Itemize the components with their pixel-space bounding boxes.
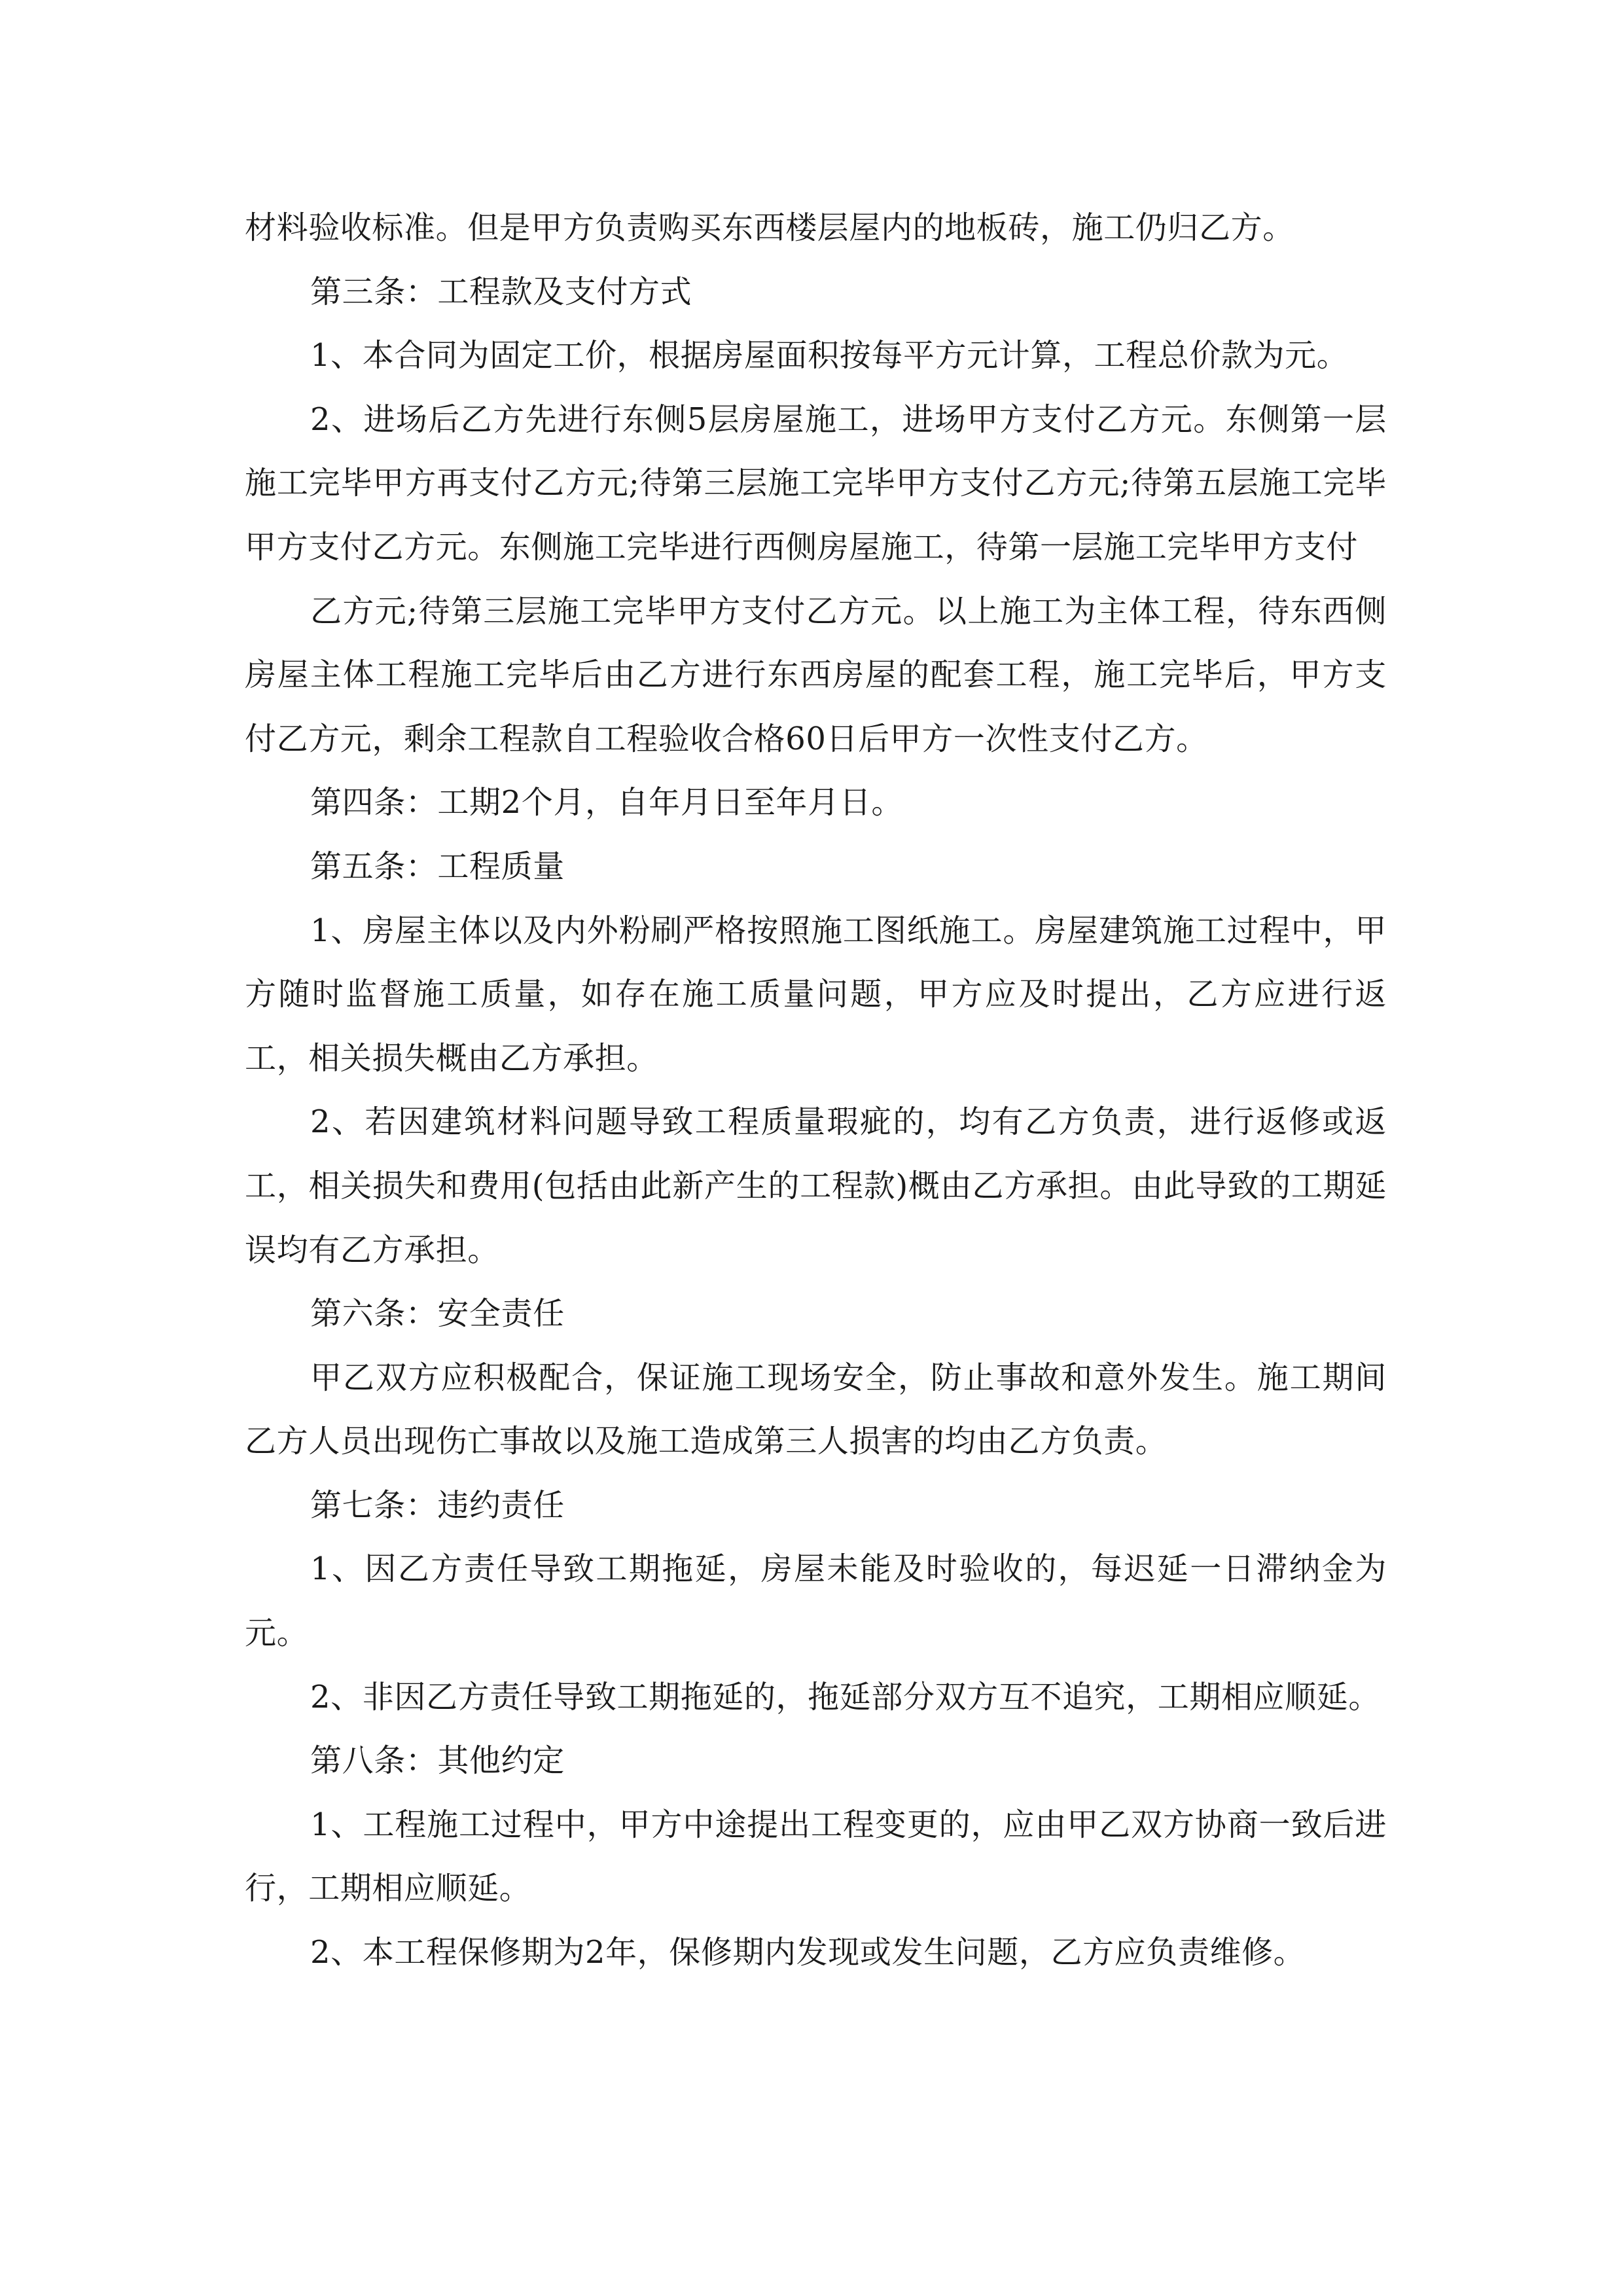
paragraph-8-1: 1、工程施工过程中，甲方中途提出工程变更的，应由甲乙双方协商一致后进行，工期相应顺延。: [245, 1806, 1387, 1907]
heading-article-4: 第四条：工期2个月，自年月日至年月日。: [310, 784, 903, 821]
heading-article-5: 第五条：工程质量: [310, 848, 565, 885]
heading-article-6: 第六条：安全责任: [310, 1295, 565, 1333]
paragraph-7-1: 1、因乙方责任导致工期拖延，房屋未能及时验收的，每迟延一日滞纳金为元。: [245, 1551, 1387, 1652]
heading-article-8: 第八条：其他约定: [310, 1742, 565, 1780]
paragraph-6: 甲乙双方应积极配合，保证施工现场安全，防止事故和意外发生。施工期间乙方人员出现伤亡事故以及施工造成第三人损害的均由乙方负责。: [245, 1359, 1387, 1460]
paragraph-3-2-continued: 乙方元;待第三层施工完毕甲方支付乙方元。以上施工为主体工程，待东西侧房屋主体工程施工完毕后由乙方进行东西房屋的配套工程，施工完毕后，甲方支付乙方元，剩余工程款自工程验收合格60日后甲方一次性支付乙方。: [245, 592, 1387, 757]
paragraph-5-1: 1、房屋主体以及内外粉刷严格按照施工图纸施工。房屋建筑施工过程中，甲方随时监督施工质量，如存在施工质量问题，甲方应及时提出，乙方应进行返工，相关损失概由乙方承担。: [245, 912, 1387, 1077]
paragraph-3-1: 1、本合同为固定工价，根据房屋面积按每平方元计算，工程总价款为元。: [310, 337, 1349, 374]
paragraph-materials-standard: 材料验收标准。但是甲方负责购买东西楼层屋内的地板砖，施工仍归乙方。: [245, 209, 1294, 246]
paragraph-7-2: 2、非因乙方责任导致工期拖延的，拖延部分双方互不追究，工期相应顺延。: [310, 1678, 1380, 1715]
heading-article-3: 第三条：工程款及支付方式: [310, 273, 692, 310]
paragraph-5-2: 2、若因建筑材料问题导致工程质量瑕疵的，均有乙方负责，进行返修或返工，相关损失和费用(包括由此新产生的工程款)概由乙方承担。由此导致的工期延误均有乙方承担。: [245, 1103, 1387, 1268]
heading-article-7: 第七条：违约责任: [310, 1486, 565, 1524]
document-body: [245, 196, 1387, 1985]
paragraph-3-2: 2、进场后乙方先进行东侧5层房屋施工，进场甲方支付乙方元。东侧第一层施工完毕甲方再支付乙方元;待第三层施工完毕甲方支付乙方元;待第五层施工完毕甲方支付乙方元。东侧施工完毕进行西侧房屋施工，待第一层施工完毕甲方支付: [245, 401, 1387, 565]
paragraph-8-2: 2、本工程保修期为2年，保修期内发现或发生问题，乙方应负责维修。: [310, 1934, 1306, 1971]
